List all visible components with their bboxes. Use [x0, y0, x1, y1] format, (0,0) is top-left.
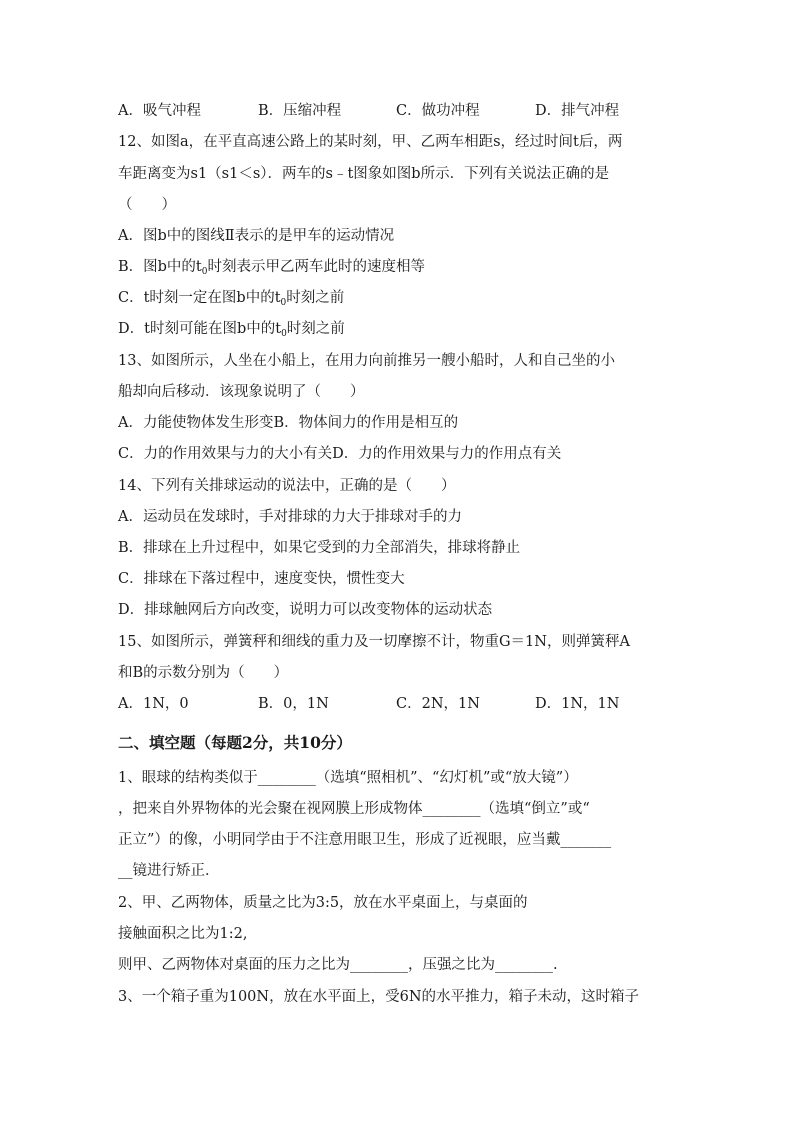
q14-option-d: D．排球触网后方向改变，说明力可以改变物体的运动状态	[118, 602, 493, 618]
q15-option-b: B．0，1N	[258, 696, 329, 712]
fill1-line-2: ，把来自外界物体的光会聚在视网膜上形成物体________（选填“倒立”或“	[118, 801, 590, 817]
q12-option-d-subscript: 0	[281, 329, 287, 339]
q11-option-b: B．压缩冲程	[258, 103, 342, 119]
q14-stem: 14、下列有关排球运动的说法中，正确的是（ ）	[118, 478, 456, 494]
q15-option-d: D．1N，1N	[535, 696, 620, 712]
q13-stem-line-2: 船却向后移动．该现象说明了（ ）	[118, 384, 365, 400]
q12-stem-line-2: 车距离变为s1（s1＜s）．两车的s﹣t图象如图b所示．下列有关说法正确的是	[118, 166, 610, 182]
q13-options-line-2: C．力的作用效果与力的大小有关D．力的作用效果与力的作用点有关	[118, 446, 562, 462]
fill3-line-1: 3、一个箱子重为100N，放在水平面上，受6N的水平推力，箱子未动，这时箱子	[118, 989, 639, 1005]
q12-option-c	[118, 288, 678, 313]
q13-stem-line-1: 13、如图所示，人坐在小船上，在用力向前推另一艘小船时，人和自己坐的小	[118, 353, 615, 369]
q11-option-d: D．排气冲程	[535, 103, 620, 119]
q12-option-d-text-end: 时刻之前	[286, 321, 345, 337]
q11-option-a: A．吸气冲程	[118, 103, 201, 119]
q13-options-line-1: A．力能使物体发生形变B．物体间力的作用是相互的	[118, 415, 459, 431]
fill1-line-1: 1、眼球的结构类似于________（选填“照相机”、“幻灯机”或“放大镜”）	[118, 770, 578, 786]
q15-option-c: C．2N，1N	[396, 696, 480, 712]
fill1-line-3: 正立”）的像，小明同学由于不注意用眼卫生，形成了近视眼，应当戴_______	[118, 832, 612, 848]
q15-option-a: A．1N，0	[118, 696, 189, 712]
q12-option-b	[118, 257, 678, 282]
q12-answer-blank: （ ）	[118, 197, 176, 213]
section-heading-fill-in: 二、填空题（每题2分，共10分）	[118, 733, 352, 752]
q14-option-a: A．运动员在发球时，手对排球的力大于排球对手的力	[118, 509, 462, 525]
fill2-line-2: 接触面积之比为1:2,	[118, 926, 248, 942]
q12-option-b-subscript: 0	[201, 267, 208, 277]
q12-stem-line-1: 12、如图a，在平直高速公路上的某时刻，甲、乙两车相距s，经过时间t后，两	[118, 134, 623, 150]
q12-option-b-text-end: 时刻表示甲乙两车此时的速度相等	[207, 259, 425, 275]
q12-option-b-text: B．图b中的t	[118, 259, 202, 275]
fill2-line-3: 则甲、乙两物体对桌面的压力之比为________，压强之比为________.	[118, 957, 558, 973]
q15-stem-line-1: 15、如图所示，弹簧秤和细线的重力及一切摩擦不计，物重G＝1N，则弹簧秤A	[118, 634, 630, 650]
q12-option-c-text: C．t时刻一定在图b中的t	[118, 290, 281, 306]
q12-option-a: A．图b中的图线Ⅱ表示的是甲车的运动情况	[118, 228, 395, 244]
q12-option-d-text: D．t时刻可能在图b中的t	[118, 321, 282, 337]
fill2-line-1: 2、甲、乙两物体，质量之比为3:5，放在水平桌面上，与桌面的	[118, 895, 528, 911]
q12-option-c-text-end: 时刻之前	[286, 290, 345, 306]
q14-option-b: B．排球在上升过程中，如果它受到的力全部消失，排球将静止	[118, 540, 521, 556]
q11-option-c: C．做功冲程	[396, 103, 480, 119]
q12-option-c-subscript: 0	[280, 298, 287, 308]
q12-option-d	[118, 319, 678, 344]
fill1-line-4: __镜进行矫正．	[118, 863, 220, 879]
q14-option-c: C．排球在下落过程中，速度变快，惯性变大	[118, 571, 405, 587]
q15-stem-line-2: 和B的示数分别为（ ）	[118, 665, 289, 681]
